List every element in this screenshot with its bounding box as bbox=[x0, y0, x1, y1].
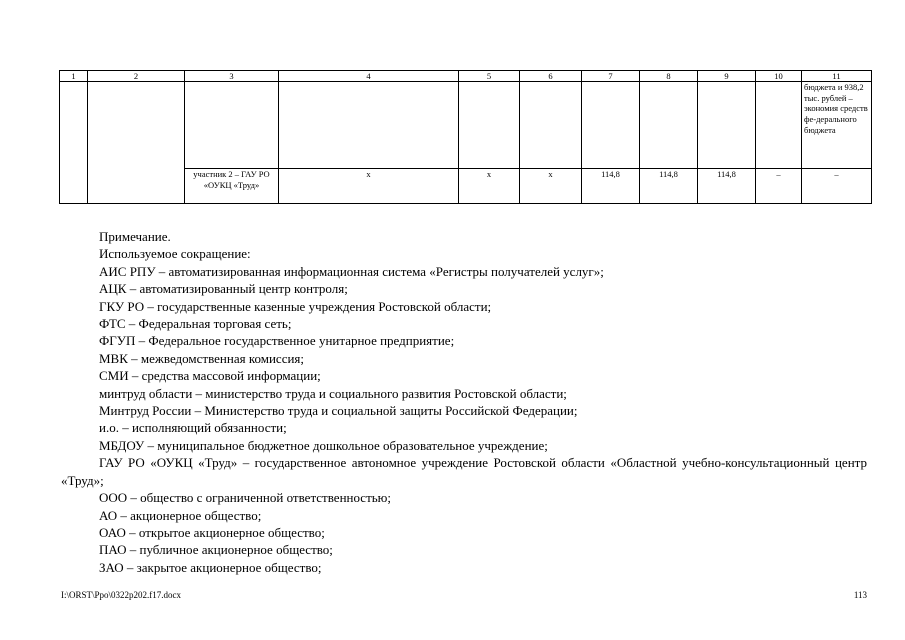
abbreviation-line: ФТС – Федеральная торговая сеть; bbox=[99, 316, 292, 332]
amount-cell: 114,8 bbox=[698, 169, 756, 204]
abbreviation-line: ЗАО – закрытое акционерное общество; bbox=[99, 559, 322, 575]
column-number: 6 bbox=[520, 71, 582, 82]
abbreviation-line: Минтруд России – Министерство труда и социальной защиты Российской Федерации; bbox=[99, 403, 578, 419]
table-cell: х bbox=[520, 169, 582, 204]
abbreviation-line: ПАО – публичное акционерное общество; bbox=[99, 542, 333, 558]
abbreviation-line: ОАО – открытое акционерное общество; bbox=[99, 524, 325, 540]
abbreviation-line: ФГУП – Федеральное государственное унитарное предприятие; bbox=[99, 333, 455, 349]
column-number: 2 bbox=[88, 71, 185, 82]
column-number: 9 bbox=[698, 71, 756, 82]
abbreviation-line: АЦК – автоматизированный центр контроля; bbox=[99, 281, 348, 297]
file-path: I:\ORST\Ppo\0322p202.f17.docx bbox=[61, 590, 182, 600]
table-cell bbox=[185, 82, 279, 169]
abbreviation-line: ГАУ РО «ОУКЦ «Труд» – государственное автономное учреждение Ростовской области «Областной учебно-консультационный центр «Труд»; bbox=[61, 455, 867, 488]
table-cell bbox=[520, 82, 582, 169]
note-subheading: Используемое сокращение: bbox=[99, 246, 251, 262]
abbreviation-line: ООО – общество с ограниченной ответственностью; bbox=[99, 490, 392, 506]
page-number: 113 bbox=[853, 590, 867, 600]
result-cell: бюджета и 938,2 тыс. рублей – экономия средств фе-дерального бюджета bbox=[802, 82, 872, 169]
table-cell bbox=[640, 82, 698, 169]
participant-cell: участник 2 – ГАУ РО «ОУКЦ «Труд» bbox=[185, 169, 279, 204]
table-cell bbox=[459, 82, 520, 169]
column-number: 8 bbox=[640, 71, 698, 82]
table-cell: х bbox=[459, 169, 520, 204]
column-number: 7 bbox=[582, 71, 640, 82]
table-cell: – bbox=[756, 169, 802, 204]
abbreviation-line: АО – акционерное общество; bbox=[99, 507, 262, 523]
table-cell bbox=[279, 82, 459, 169]
abbreviation-line: АИС РПУ – автоматизированная информационная система «Регистры получателей услуг»; bbox=[99, 263, 604, 279]
table-header-row bbox=[60, 71, 872, 82]
program-table bbox=[59, 70, 872, 204]
table-cell bbox=[698, 82, 756, 169]
table-cell bbox=[60, 82, 88, 204]
note-heading: Примечание. bbox=[99, 229, 171, 244]
amount-cell: 114,8 bbox=[640, 169, 698, 204]
table-cell bbox=[756, 82, 802, 169]
abbreviations-note bbox=[61, 228, 867, 576]
table-cell bbox=[88, 82, 185, 204]
column-number: 10 bbox=[756, 71, 802, 82]
abbreviation-line: минтруд области – министерство труда и социального развития Ростовской области; bbox=[99, 385, 567, 401]
amount-cell: 114,8 bbox=[582, 169, 640, 204]
column-number: 5 bbox=[459, 71, 520, 82]
abbreviation-line: МВК – межведомственная комиссия; bbox=[99, 350, 305, 366]
column-number: 11 bbox=[802, 71, 872, 82]
abbreviation-line: и.о. – исполняющий обязанности; bbox=[99, 420, 287, 436]
column-number: 4 bbox=[279, 71, 459, 82]
abbreviation-line: МБДОУ – муниципальное бюджетное дошкольное образовательное учреждение; bbox=[99, 437, 548, 453]
column-number: 3 bbox=[185, 71, 279, 82]
table-cell bbox=[582, 82, 640, 169]
column-number: 1 bbox=[60, 71, 88, 82]
abbreviation-line: СМИ – средства массовой информации; bbox=[99, 368, 321, 384]
table-row bbox=[60, 82, 872, 169]
table-cell: – bbox=[802, 169, 872, 204]
table-cell: х bbox=[279, 169, 459, 204]
abbreviation-line: ГКУ РО – государственные казенные учреждения Ростовской области; bbox=[99, 298, 492, 314]
